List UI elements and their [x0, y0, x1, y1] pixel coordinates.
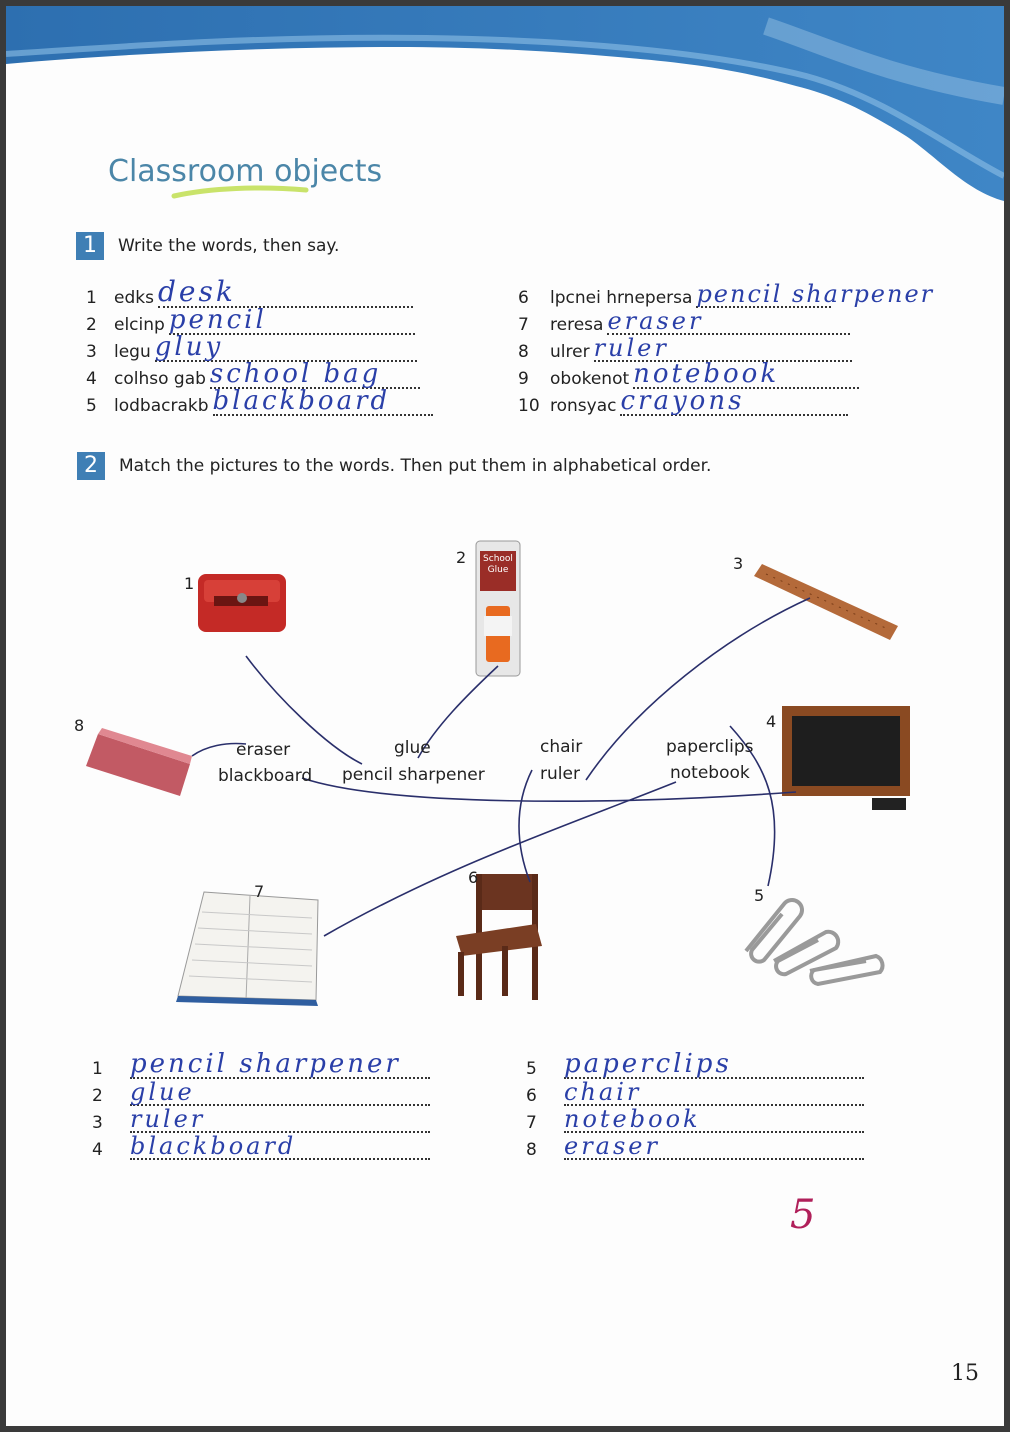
picture-number: 2 — [456, 548, 467, 567]
list-item: 2 glue — [92, 1079, 430, 1106]
answer-field[interactable]: notebook — [564, 1113, 864, 1133]
picture-number: 1 — [184, 574, 195, 593]
picture-number: 8 — [74, 716, 85, 735]
answer-field[interactable]: crayons — [620, 396, 848, 416]
picture-number: 7 — [254, 882, 265, 901]
eraser-picture — [86, 728, 192, 796]
picture-number: 4 — [766, 712, 777, 731]
list-item: 3 legu gluy — [86, 335, 433, 362]
word-label: pencil sharpener — [342, 765, 485, 785]
word-label: eraser — [236, 740, 291, 760]
answer-field[interactable]: eraser — [564, 1140, 864, 1160]
chair-picture — [456, 874, 542, 1000]
word-label: glue — [394, 738, 431, 758]
teacher-grade: 5 — [790, 1192, 816, 1238]
matching-pictures — [6, 6, 1004, 1066]
list-item: 5 lodbacrakb blackboard — [86, 389, 433, 416]
exercise-1-number: 1 — [76, 232, 104, 260]
picture-number: 6 — [468, 868, 479, 887]
paperclips-picture — [746, 900, 883, 984]
word-label: chair — [540, 737, 583, 757]
ruler-picture — [754, 564, 898, 640]
order-right-list — [526, 1049, 864, 1160]
answer-field[interactable]: pencil sharpener — [696, 280, 935, 308]
answer-field[interactable]: ruler — [594, 342, 852, 362]
exercise-2-instruction: Match the pictures to the words. Then put them in alphabetical order. — [119, 456, 712, 476]
workbook-page — [6, 6, 1004, 1426]
blackboard-picture — [782, 706, 910, 810]
list-item: 1 pencil sharpener — [92, 1052, 430, 1079]
list-item: 5 paperclips — [526, 1052, 864, 1079]
list-item: 7 reresa eraser — [518, 308, 859, 335]
word-label: notebook — [670, 763, 750, 783]
word-label: blackboard — [218, 766, 313, 786]
list-item: 6 chair — [526, 1079, 864, 1106]
list-item: 2 elcinp pencil — [86, 308, 433, 335]
exercise-2-number: 2 — [77, 452, 105, 480]
page-number: 15 — [951, 1361, 979, 1386]
picture-number: 3 — [733, 554, 744, 573]
answer-field[interactable]: ruler — [130, 1113, 430, 1133]
list-item: 9 obokenot notebook — [518, 362, 859, 389]
page-title: Classroom objects — [108, 154, 383, 189]
list-item: 7 notebook — [526, 1106, 864, 1133]
answer-field[interactable]: eraser — [607, 315, 850, 335]
list-item: 6 lpcnei hrnepersa pencil sharpener — [518, 280, 935, 308]
list-item: 8 ulrer ruler — [518, 335, 859, 362]
pencil-sharpener-picture — [198, 574, 286, 632]
list-item: 1 edks desk — [86, 281, 433, 308]
answer-field[interactable]: blackboard — [213, 396, 433, 416]
exercise-1-instruction: Write the words, then say. — [118, 236, 340, 256]
list-item: 4 colhso gab school bag — [86, 362, 433, 389]
answer-field[interactable]: blackboard — [130, 1140, 430, 1160]
answer-field[interactable]: gluy — [155, 342, 417, 362]
answer-field[interactable]: pencil — [169, 315, 415, 335]
answer-field[interactable]: pencil sharpener — [130, 1059, 430, 1079]
glue-stick-label: School Glue — [483, 554, 513, 575]
answer-field[interactable]: notebook — [633, 369, 859, 389]
list-item: 10 ronsyac crayons — [518, 389, 859, 416]
answer-field[interactable]: school bag — [210, 369, 420, 389]
list-item: 3 ruler — [92, 1106, 430, 1133]
notebook-picture — [176, 892, 318, 1006]
order-left-list — [92, 1049, 430, 1160]
word-label: ruler — [540, 764, 580, 784]
answer-field[interactable]: glue — [130, 1086, 430, 1106]
answer-field[interactable]: desk — [158, 288, 413, 308]
answer-field[interactable]: chair — [564, 1086, 864, 1106]
list-item: 4 blackboard — [92, 1133, 430, 1160]
picture-number: 5 — [754, 886, 765, 905]
list-item: 8 eraser — [526, 1133, 864, 1160]
word-label: paperclips — [666, 737, 754, 757]
answer-field[interactable]: paperclips — [564, 1059, 864, 1079]
